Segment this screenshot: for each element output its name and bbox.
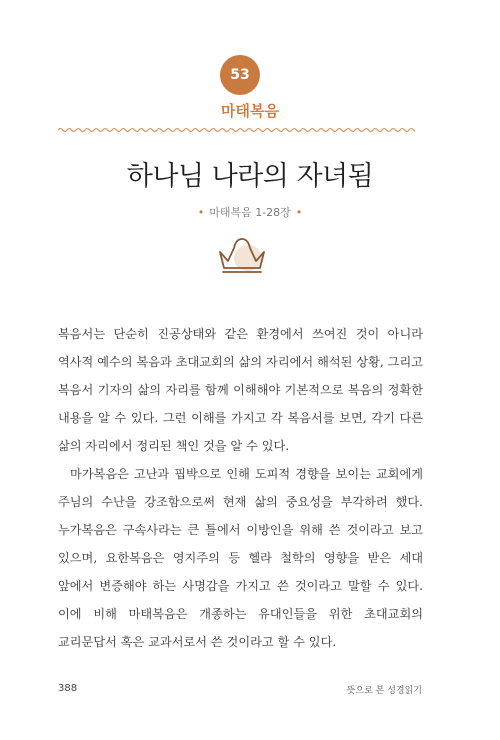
- chapter-number: 53: [230, 67, 250, 83]
- bullet-dot-icon: •: [197, 206, 205, 219]
- scripture-reference: [0, 204, 500, 220]
- body-text: [58, 320, 423, 656]
- wavy-divider-icon: [58, 125, 415, 135]
- crown-icon: [212, 236, 272, 278]
- bullet-dot-icon: •: [295, 206, 303, 219]
- chapter-title: 하나님 나라의 자녀됨: [126, 161, 374, 192]
- paragraph: 복음서는 단순히 진공상태와 같은 환경에서 쓰여진 것이 아니라 역사적 예수의 복음과 초대교회의 삶의 자리에서 해석된 상황, 그리고 복음서 기자의 삶의 자리를 함께 이해해야 기본적으로 복음의 정확한 내용을 알 수 있다. 그런 이해를 가지고 각 복음서를 보면, 각기 다른 삶의 자리에서 정리된 책인 것을 알 수 있다.: [58, 327, 423, 453]
- reference-text: 마태복음 1-28장: [209, 206, 291, 219]
- paragraph: 마가복음은 고난과 핍박으로 인해 도피적 경향을 보이는 교회에게 주님의 수난을 강조함으로써 현재 삶의 중요성을 부각하려 했다. 누가복음은 구속사라는 큰 틀에서 이방인을 위해 쓴 것이라고 보고 있으며, 요한복음은 영지주의 등 헬라 철학의 영향을 받은 세대 앞에서 변증해야 하는 사명감을 가지고 쓴 것이라고 말할 수 있다. 이에 비해 마태복음은 개종하는 유대인들을 위한 초대교회의 교리문답서 혹은 교과서로서 쓴 것이라고 할 수 있다.: [58, 467, 423, 649]
- running-title: 뜻으로 본 성경읽기: [346, 686, 422, 696]
- chapter-number-badge: [220, 55, 260, 95]
- section-label: 마태복음: [221, 102, 279, 120]
- page-number: 388: [58, 683, 78, 694]
